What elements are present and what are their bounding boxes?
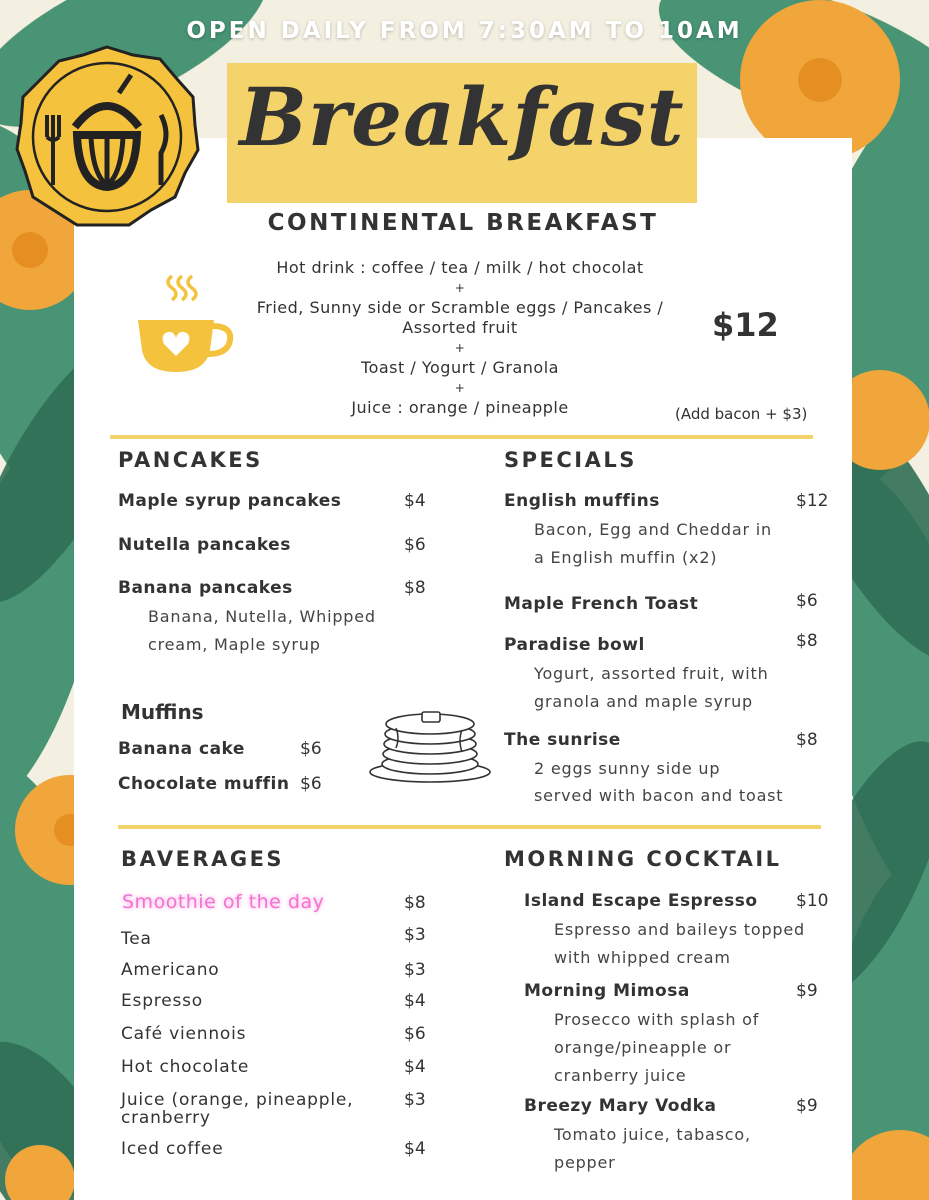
cocktails-title: MORNING COCKTAIL <box>504 847 782 871</box>
continental-line-1: Hot drink : coffee / tea / milk / hot chocolat <box>276 258 644 277</box>
beverage-item-name: Café viennois <box>121 1024 247 1044</box>
continental-line-2: Fried, Sunny side or Scramble eggs / Pancakes / <box>256 298 664 317</box>
continental-addon: (Add bacon + $3) <box>675 405 808 423</box>
special-item-name: The sunrise <box>504 730 621 750</box>
cocktail-item-desc: Espresso and baileys topped <box>554 920 805 939</box>
pancake-item-desc: Banana, Nutella, Whipped <box>148 607 376 626</box>
special-item-name: Maple French Toast <box>504 594 699 614</box>
continental-line-4: Toast / Yogurt / Granola <box>361 358 559 377</box>
special-item-name: English muffins <box>504 491 660 511</box>
cocktail-item-name: Breezy Mary Vodka <box>524 1096 717 1116</box>
pancakes-title: PANCAKES <box>118 448 263 472</box>
pancake-item-price: $6 <box>404 535 426 555</box>
beverage-item-price: $4 <box>404 1057 426 1077</box>
muffins-title: Muffins <box>121 700 204 724</box>
continental-plus-2: + <box>454 341 466 355</box>
cocktail-item-price: $10 <box>796 891 829 911</box>
pancake-item-name: Nutella pancakes <box>118 535 291 555</box>
continental-title: CONTINENTAL BREAKFAST <box>267 210 659 236</box>
continental-plus-3: + <box>454 381 466 395</box>
muffin-item-name: Chocolate muffin <box>118 774 290 794</box>
special-item-desc: granola and maple syrup <box>534 692 753 711</box>
cocktail-item-desc: Tomato juice, tabasco, <box>554 1125 751 1144</box>
cocktail-item-name: Island Escape Espresso <box>524 891 758 911</box>
special-item-desc: a English muffin (x2) <box>534 548 718 567</box>
beverage-item-name-highlight: Smoothie of the day <box>122 891 325 913</box>
opening-hours: OPEN DAILY FROM 7:30AM TO 10AM <box>186 18 743 44</box>
beverage-item-name: Espresso <box>121 991 203 1011</box>
beverage-item-name: Juice (orange, pineapple, <box>121 1090 354 1110</box>
beverage-item-price: $4 <box>404 1139 426 1159</box>
special-item-name: Paradise bowl <box>504 635 645 655</box>
pancake-item-desc: cream, Maple syrup <box>148 635 321 654</box>
divider-bottom <box>118 825 821 829</box>
continental-plus-1: + <box>454 281 466 295</box>
pancake-item-price: $8 <box>404 578 426 598</box>
cocktail-item-desc: Prosecco with splash of <box>554 1010 760 1029</box>
beverage-item-name: Hot chocolate <box>121 1057 250 1077</box>
beverage-item-price: $6 <box>404 1024 426 1044</box>
beverage-item-price: $3 <box>404 925 426 945</box>
beverage-item-name: Iced coffee <box>121 1139 224 1159</box>
restaurant-logo <box>15 45 200 230</box>
cocktail-item-price: $9 <box>796 1096 818 1116</box>
beverage-item-name: Americano <box>121 960 220 980</box>
beverage-item-price: $8 <box>404 893 426 913</box>
cocktail-item-desc: pepper <box>554 1153 616 1172</box>
beverage-item-name-continued: cranberry <box>121 1108 211 1128</box>
cocktail-item-desc: with whipped cream <box>554 948 731 967</box>
pancake-item-name: Maple syrup pancakes <box>118 491 342 511</box>
special-item-desc: 2 eggs sunny side up <box>534 759 721 778</box>
page-title: Breakfast <box>239 70 685 164</box>
muffin-item-price: $6 <box>300 739 322 759</box>
cocktail-item-price: $9 <box>796 981 818 1001</box>
special-item-desc: served with bacon and toast <box>534 786 784 805</box>
pancake-stack-icon <box>366 706 494 786</box>
beverage-item-name: Tea <box>121 929 152 949</box>
pancake-item-name: Banana pancakes <box>118 578 293 598</box>
special-item-desc: Bacon, Egg and Cheddar in <box>534 520 772 539</box>
cocktail-item-name: Morning Mimosa <box>524 981 690 1001</box>
pancake-item-price: $4 <box>404 491 426 511</box>
cocktail-item-desc: orange/pineapple or <box>554 1038 732 1057</box>
beverages-title: BAVERAGES <box>121 847 285 871</box>
muffin-item-name: Banana cake <box>118 739 245 759</box>
special-item-price: $8 <box>796 730 818 750</box>
cocktail-item-desc: cranberry juice <box>554 1066 687 1085</box>
muffin-item-price: $6 <box>300 774 322 794</box>
beverage-item-price: $4 <box>404 991 426 1011</box>
continental-price: $12 <box>712 306 779 344</box>
special-item-desc: Yogurt, assorted fruit, with <box>534 664 769 683</box>
continental-line-3: Assorted fruit <box>402 318 518 337</box>
special-item-price: $12 <box>796 491 829 511</box>
divider-top <box>110 435 813 439</box>
beverage-item-price: $3 <box>404 960 426 980</box>
coffee-cup-icon <box>134 272 234 377</box>
continental-line-5: Juice : orange / pineapple <box>351 398 569 417</box>
beverage-item-price: $3 <box>404 1090 426 1110</box>
special-item-price: $6 <box>796 591 818 611</box>
special-item-price: $8 <box>796 631 818 651</box>
specials-title: SPECIALS <box>504 448 637 472</box>
